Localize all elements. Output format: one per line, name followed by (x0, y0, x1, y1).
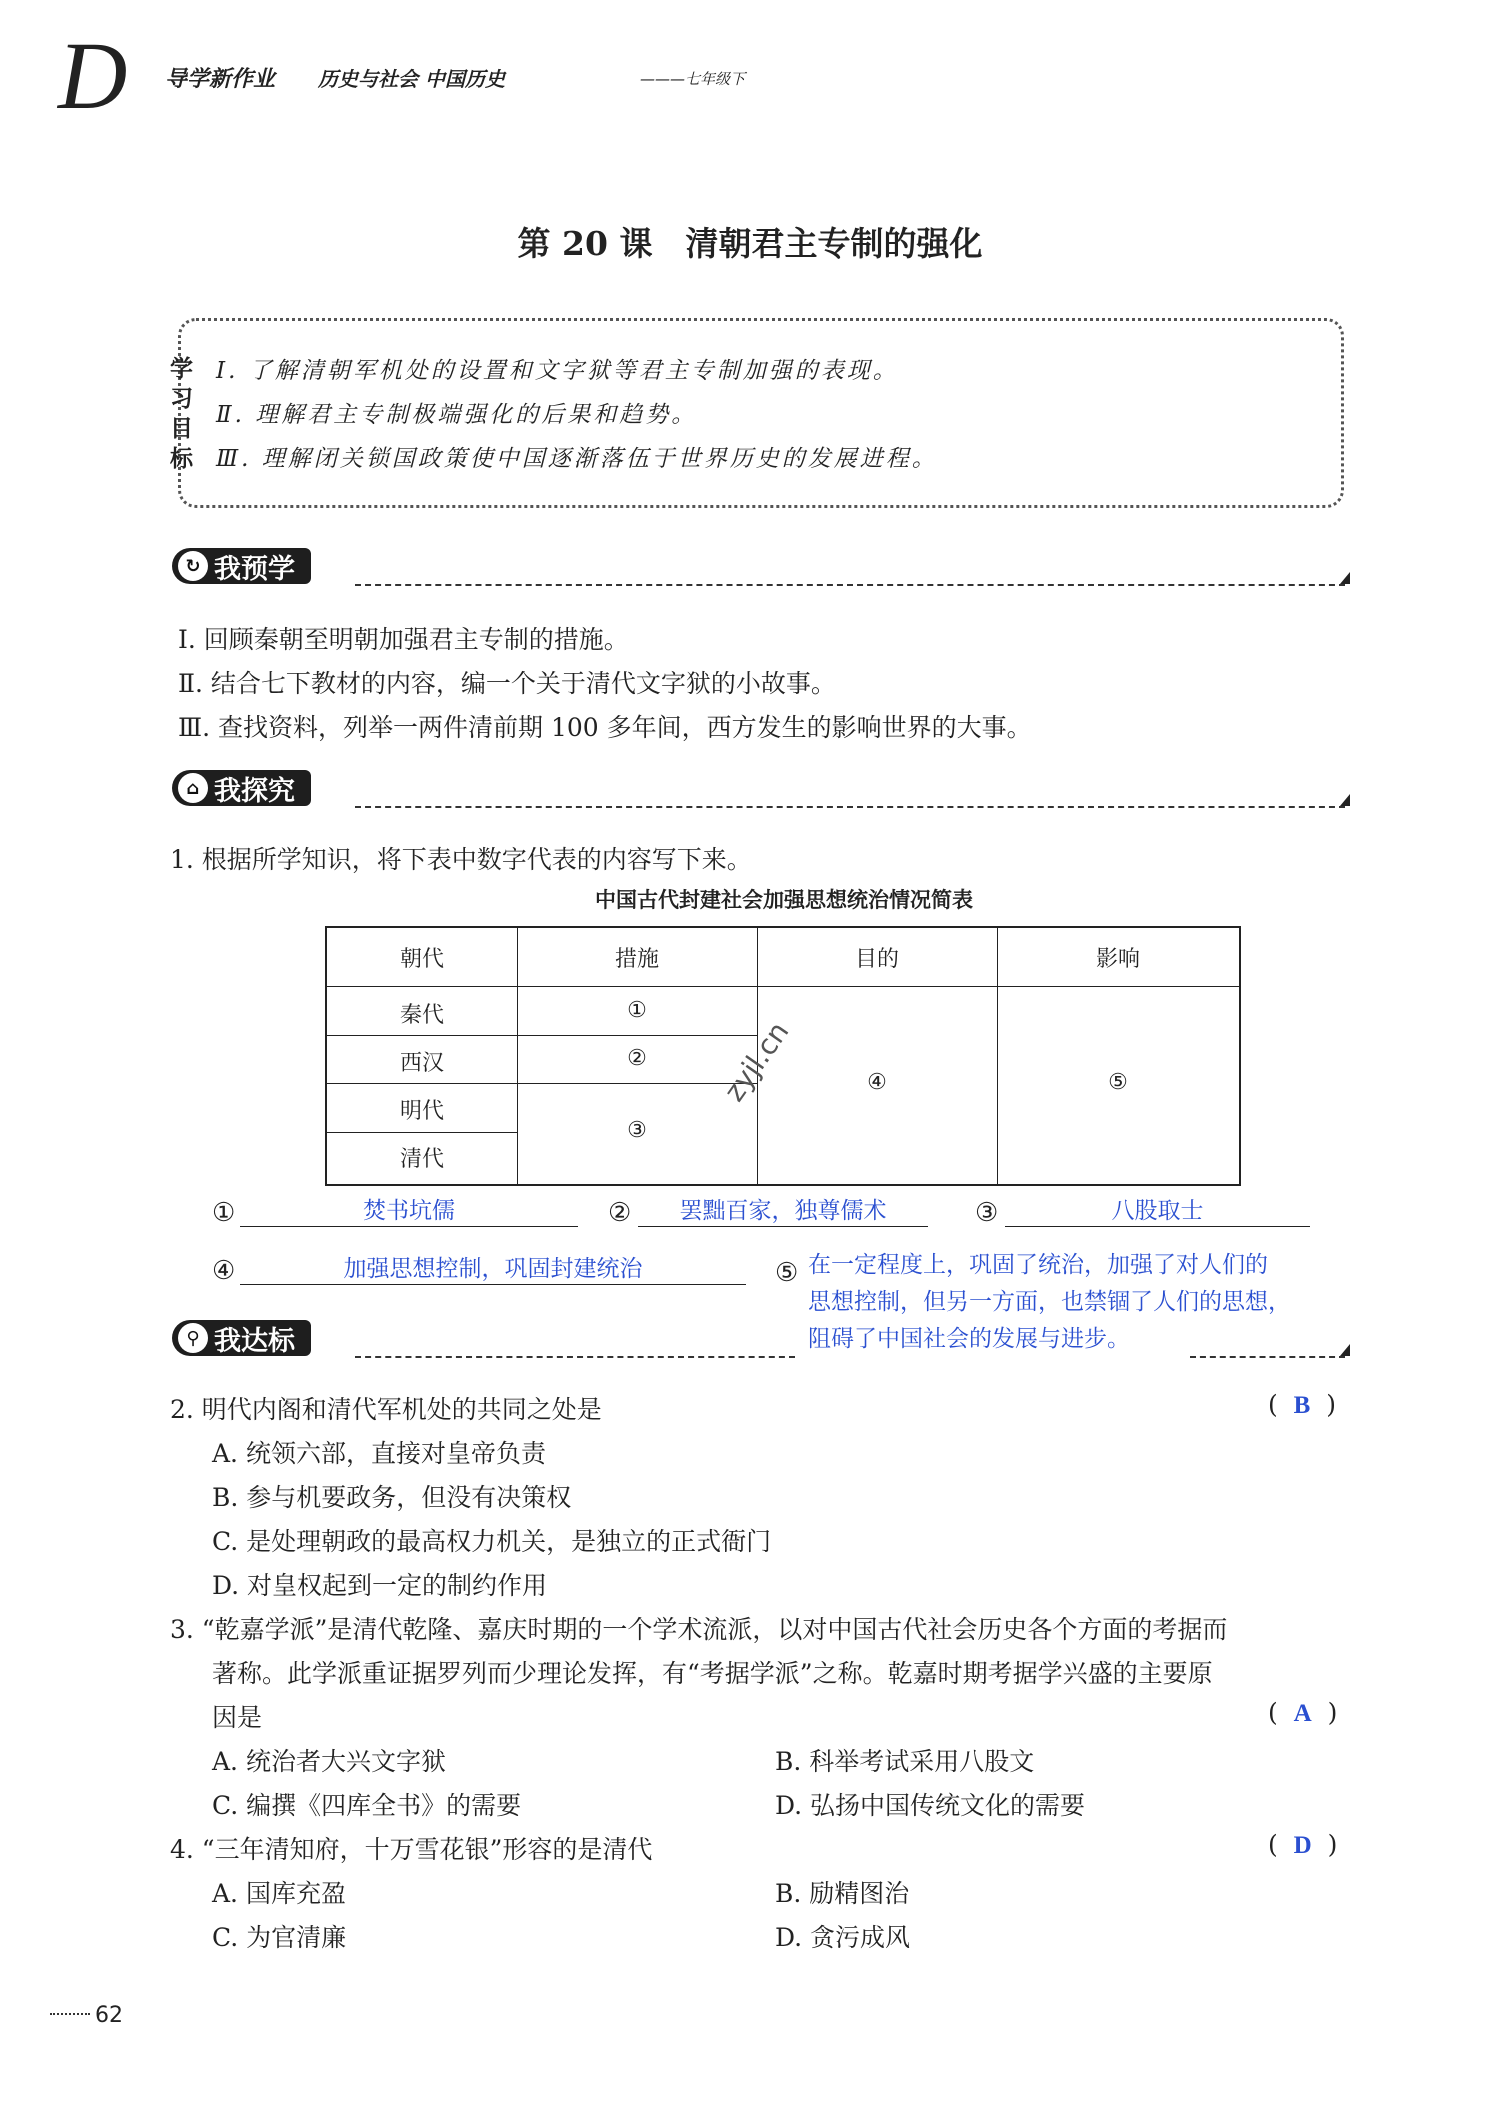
series-title: 导学新作业 (165, 67, 276, 92)
summary-table (325, 926, 1241, 1186)
q4-option: A. 国库充盈 (212, 1879, 346, 1908)
answer-4: 加强思想控制，巩固封建统治 (240, 1250, 746, 1285)
watermark: zyjl.cn (717, 1015, 796, 1108)
q4-answer-bracket: ( D ) (1268, 1830, 1338, 1859)
table-cell: 秦代 (399, 1003, 444, 1028)
preview-icon: ↻ (178, 551, 208, 581)
answer-mark: ① (212, 1198, 236, 1228)
table-cell: 西汉 (399, 1051, 444, 1076)
q3-option: B. 科举考试采用八股文 (775, 1747, 1035, 1776)
q4-option: B. 励精图治 (775, 1879, 910, 1908)
q3-stem: 因是 (212, 1703, 263, 1732)
table-cell: 明代 (399, 1099, 444, 1124)
objective-2: Ⅱ. 理解君主专制极端强化的后果和趋势。 (216, 402, 698, 428)
q3-stem: 著称。此学派重证据罗列而少理论发挥，有“考据学派”之称。乾嘉时期考据学兴盛的主要原 (212, 1659, 1213, 1688)
preview-item-3: Ⅲ. 查找资料，列举一两件清前期 100 多年间，西方发生的影响世界的大事。 (178, 713, 1032, 742)
q2-option: C. 是处理朝政的最高权力机关，是独立的正式衙门 (212, 1527, 772, 1556)
table-cell: 清代 (399, 1147, 444, 1172)
objectives-label: 学 习 目 标 (170, 356, 193, 472)
subject-title: 历史与社会 中国历史 (318, 67, 505, 91)
answer-5: 在一定程度上，巩固了统治，加强了对人们的 思想控制，但另一方面，也禁锢了人们的思想， 阻碍了中国社会的发展与进步。 (808, 1252, 1291, 1352)
section-divider (1190, 1356, 1345, 1358)
q3-option: C. 编撰《四库全书》的需要 (212, 1791, 522, 1820)
answer-mark: ④ (212, 1256, 236, 1286)
achieve-icon: ⚲ (178, 1323, 208, 1353)
q3-option: D. 弘扬中国传统文化的需要 (775, 1791, 1086, 1820)
objective-3: Ⅲ. 理解闭关锁国政策使中国逐渐落伍于世界历史的发展进程。 (216, 446, 938, 472)
section-divider (355, 806, 1345, 808)
q3-answer-bracket: ( A ) (1268, 1698, 1338, 1727)
answer-mark: ③ (975, 1198, 999, 1228)
answer-3: 八股取士 (1005, 1192, 1310, 1227)
answer-mark: ② (608, 1198, 632, 1228)
table-header: 影响 (1095, 947, 1140, 972)
page-number: 62 (95, 2003, 123, 2028)
q4-option: D. 贪污成风 (775, 1923, 911, 1952)
series-logo: D (58, 22, 128, 129)
page-arrow (50, 2013, 90, 2015)
q2-option: A. 统领六部，直接对皇帝负责 (212, 1439, 546, 1468)
q3-stem: 3. “乾嘉学派”是清代乾隆、嘉庆时期的一个学术流派，以对中国古代社会历史各个方面的考据而 (170, 1615, 1228, 1644)
objective-1: Ⅰ. 了解清朝军机处的设置和文字狱等君主专制加强的表现。 (216, 358, 899, 384)
table-header: 目的 (854, 947, 899, 972)
preview-item-2: Ⅱ. 结合七下教材的内容，编一个关于清代文字狱的小故事。 (178, 669, 836, 698)
explore-icon: ⌂ (178, 773, 208, 803)
table-cell: ① (627, 998, 647, 1023)
section-divider (355, 1356, 795, 1358)
table-header: 措施 (614, 947, 659, 972)
table-header: 朝代 (399, 947, 444, 972)
q1-stem: 1. 根据所学知识，将下表中数字代表的内容写下来。 (170, 845, 752, 874)
q2-answer-bracket: ( B ) (1268, 1390, 1337, 1419)
q3-option: A. 统治者大兴文字狱 (212, 1747, 446, 1776)
preview-item-1: Ⅰ. 回顾秦朝至明朝加强君主专制的措施。 (178, 625, 629, 654)
q2-option: B. 参与机要政务，但没有决策权 (212, 1483, 572, 1512)
section-achieve: ⚲ 我达标 (172, 1320, 311, 1356)
table-cell: ④ (867, 1070, 887, 1095)
lesson-title: 第 20 课 清朝君主专制的强化 (517, 224, 983, 263)
table-cell: ③ (627, 1118, 647, 1143)
divider-arrow-icon (1340, 572, 1350, 584)
answer-1: 焚书坑儒 (240, 1192, 578, 1227)
section-divider (355, 584, 1345, 586)
q2-stem: 2. 明代内阁和清代军机处的共同之处是 (170, 1395, 602, 1424)
answer-mark: ⑤ (775, 1258, 799, 1288)
table-title: 中国古代封建社会加强思想统治情况简表 (595, 888, 973, 912)
q4-option: C. 为官清廉 (212, 1923, 347, 1952)
table-cell: ⑤ (1108, 1070, 1128, 1095)
section-explore: ⌂ 我探究 (172, 770, 311, 806)
divider-arrow-icon (1340, 1344, 1350, 1356)
divider-arrow-icon (1340, 794, 1350, 806)
table-cell: ② (627, 1046, 647, 1071)
answer-2: 罢黜百家，独尊儒术 (638, 1192, 928, 1227)
q2-option: D. 对皇权起到一定的制约作用 (212, 1571, 548, 1600)
section-preview: ↻ 我预学 (172, 548, 311, 584)
grade-label: ———七年级下 (640, 70, 746, 88)
q4-stem: 4. “三年清知府，十万雪花银”形容的是清代 (170, 1835, 653, 1864)
